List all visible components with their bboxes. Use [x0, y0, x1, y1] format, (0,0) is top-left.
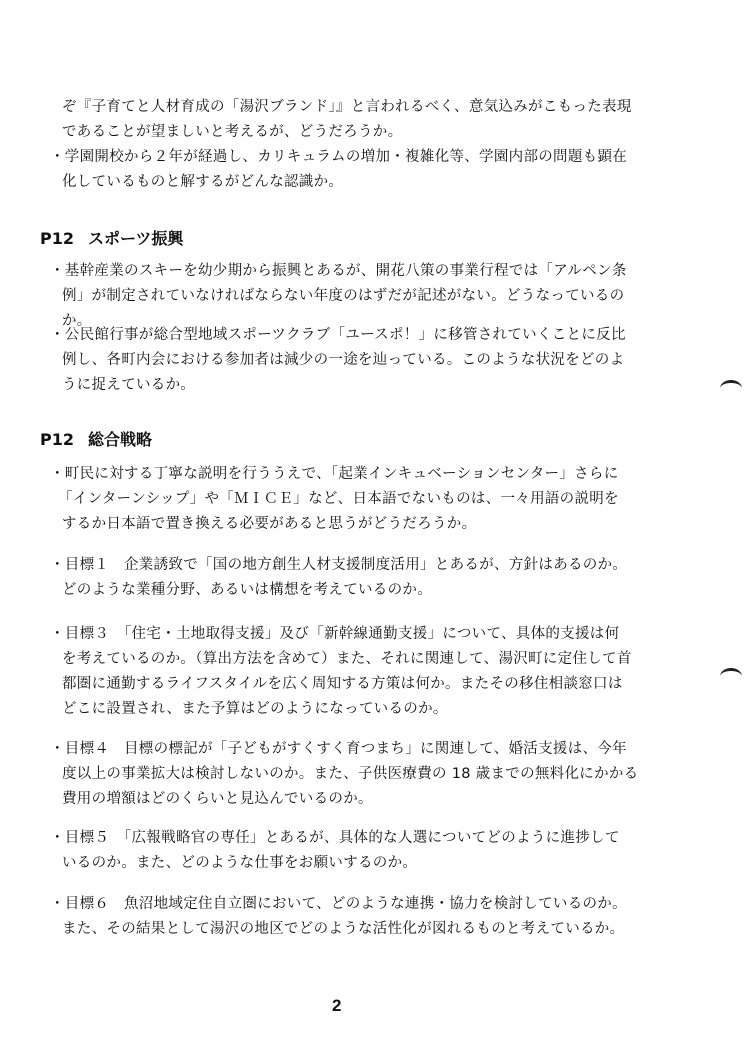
text-line: を考えているのか。（算出方法を含めて）また、それに関連して、湯沢町に定住して首 [62, 651, 632, 667]
text-line: ・学園開校から２年が経過し、カリキュラムの増加・複雑化等、学園内部の問題も顕在 [50, 149, 628, 165]
bullet-item [50, 622, 632, 722]
text-line: ぞ『子育てと人材育成の「湯沢ブランド」』と言われるべく、意気込みがこもった表現 [62, 99, 632, 115]
text-line: 都圏に通勤するライフスタイルを広く周知する方策は何か。またその移住相談窓口は [62, 676, 623, 692]
text-line: どこに設置され、また予算はどのようになっているのか。 [62, 701, 448, 717]
text-line: 「インターンシップ」や「ＭＩＣＥ」など、日本語でないものは、一々用語の説明を [58, 491, 619, 507]
section-heading-sports [40, 228, 183, 250]
text-line: 化しているものと解するがどんな認識か。 [62, 174, 344, 190]
text-line: ・目標１ 企業誘致で「国の地方創生人材支援制度活用」とあるが、方針はあるのか。 [50, 557, 628, 573]
section-title: 総合戦略 [88, 430, 153, 449]
text-line: ・公民館行事が総合型地域スポーツクラブ「ユースポ！」に移管されていくことに反比 [50, 327, 626, 343]
text-line: 例」が制定されていなければならない年度のはずだが記述がない。どうなっているの [62, 288, 625, 304]
scan-punch-mark [720, 380, 742, 397]
text-line: ・目標５ 「広報戦略官の専任」とあるが、具体的な人選についてどのように進捗して [50, 830, 620, 846]
text-line: いるのか。また、どのような仕事をお願いするのか。 [62, 855, 418, 871]
bullet-item [50, 323, 626, 398]
text-line: ・町民に対する丁寧な説明を行ううえで、「起業インキュベーションセンター」さらに [50, 466, 619, 482]
text-line: ・目標６ 魚沼地域定住自立圏において、どのような連携・協力を検討しているのか。 [50, 896, 627, 912]
text-line: か。 [62, 313, 92, 329]
text-line: また、その結果として湯沢の地区でどのような活性化が図れるものと考えているか。 [62, 921, 625, 937]
text-line: 費用の増額はどのくらいと見込んでいるのか。 [62, 791, 373, 807]
text-line: ・基幹産業のスキーを幼少期から振興とあるが、開花八策の事業行程では「アルペン条 [50, 263, 627, 279]
bullet-item [50, 462, 619, 537]
bullet-item [50, 553, 627, 603]
text-line: うに捉えているか。 [62, 377, 196, 393]
text-line: ・目標３ 「住宅・土地取得支援」及び「新幹線通勤支援」について、具体的支援は何 [50, 626, 620, 642]
page-number: 2 [332, 996, 342, 1015]
text-line: 例し、各町内会における参加者は減少の一途を辿っている。このような状況をどのよ [62, 352, 625, 368]
section-code: P12 [40, 229, 74, 248]
bullet-item [50, 826, 620, 876]
section-heading-strategy [40, 429, 152, 451]
bullet-item [50, 737, 638, 812]
text-line: どのような業種分野、あるいは構想を考えているのか。 [62, 582, 432, 598]
intro-paragraph [62, 95, 632, 145]
intro-bullet [50, 145, 627, 195]
text-line: 度以上の事業拡大は検討しないのか。また、子供医療費の 18 歳までの無料化にかかる [62, 766, 639, 782]
section-title: スポーツ振興 [88, 229, 184, 248]
section-code: P12 [40, 430, 74, 449]
text-line: ・目標４ 目標の標記が「子どもがすくすく育つまち」に関連して、婚活支援は、今年 [50, 741, 627, 757]
scan-punch-mark [720, 668, 742, 685]
text-line: するか日本語で置き換える必要があると思うがどうだろうか。 [62, 516, 477, 532]
text-line: であることが望ましいと考えるが、どうだろうか。 [62, 124, 403, 140]
bullet-item [50, 892, 627, 942]
